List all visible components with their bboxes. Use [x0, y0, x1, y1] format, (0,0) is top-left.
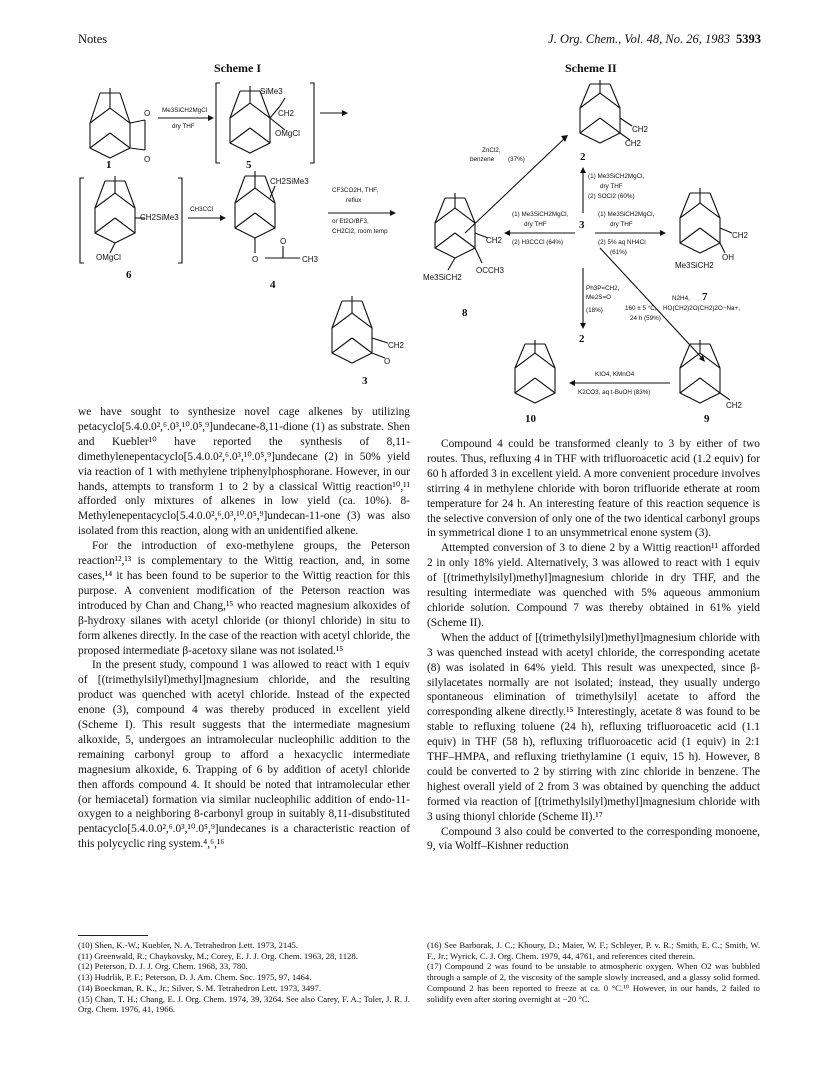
structure-10: [515, 340, 555, 403]
paragraph: In the present study, compound 1 was allowed to react with 1 equiv of [(trimethylsilyl)methyl]magnesium chloride, and the resulting product was quenched with acetyl chloride. Instead of the expected enone (3), compound 4 was thereby produced in excellent yield (Scheme I). This result suggests that the intermediate magnesium alkoxide, 5, undergoes an intramolecular nucleophilic addition to the remaining carbonyl group to afford a hexacyclic intermediate magnesium alkoxide, 6. Trapping of 6 by addition of acetyl chloride then affords compound 4. It should be noted that intramolecular ether (or hemiacetal) formation via similar nucleophilic addition of endo-11-oxygen to a neighboring 8-carbonyl group in suitably 8,11-disubstituted pentacyclo[5.4.0.0²,⁶.0³,¹⁰.0⁵,⁹]undecanes is a characteristic reaction of this polycyclic ring system.⁴,⁶,¹⁶: [78, 659, 410, 851]
omgcl-label: OMgCl: [275, 129, 300, 138]
reagent-label: HO(CH2)2O(CH2)2O−Na+,: [663, 305, 740, 312]
paragraph: For the introduction of exo-methylene groups, the Peterson reaction¹²,¹³ is complementary to the Wittig reaction, and, in some cases,¹⁴ it has been found to be superior to the Wittig reaction for this purpose. A convenient modification of the Peterson reaction was introduced by Chan and Chang,¹⁵ who reacted magnesium alkoxides of β-hydroxy silanes with acetyl chloride (or thionyl chloride) in situ to form alkenes directly. In the case of the reaction with acetyl chloride, the proposed intermediate β-acetoxy silane was not isolated.¹⁵: [78, 540, 410, 657]
footnote-rule: [78, 935, 148, 936]
footnote: (13) Hudrlik, P. F.; Peterson, D. J. Am. Chem. Soc. 1975, 97, 1464.: [78, 972, 312, 983]
scheme-2-diagram: [420, 78, 780, 424]
arrowhead: [660, 230, 666, 236]
reagent-label: Me3SiCH2MgCl: [162, 107, 208, 114]
reagent-label: CH2Cl2, room temp: [332, 228, 388, 235]
ch2-label: CH2: [388, 341, 405, 350]
reagent-label: Me2S=O: [586, 294, 612, 301]
reagent-label: ZnCl2,: [482, 147, 501, 154]
compound-label-6: 6: [126, 269, 132, 281]
compound-label-2: 2: [580, 151, 586, 163]
running-header-journal: [548, 32, 761, 47]
reagent-label: KIO4, KMnO4: [595, 371, 635, 378]
reagent-label: K2CO3, aq t-BuOH (83%): [578, 389, 651, 396]
paragraph: Compound 4 could be transformed cleanly to 3 by either of two routes. Thus, refluxing 4 in THF with trifluoroacetic acid (1.2 equiv) for 60 h afforded 3 in excellent yield. A more convenient procedure involves stirring 4 in methylene chloride with boron trifluoride etherate at room temperature for 24 h. An interesting feature of this reaction sequence is the selective conversion of only one of the two identical carbonyl groups in symmetrical dione 1 to an unsymmetrical enone system (3).: [427, 438, 760, 540]
reagent-label: dry THF: [600, 183, 623, 190]
compound-label-3: 3: [362, 375, 368, 387]
reagent-label: (18%): [586, 307, 603, 314]
footnote: (16) See Barborak, J. C.; Khoury, D.; Maier, W. F.; Schleyer, P. v. R.; Smith, E. C.; Smith, W. F., Jr.; Wyrick, C. J. Org. Chem. 1979, 44, 4761, and references cited therein.: [427, 940, 760, 961]
oxygen-label: O: [252, 255, 259, 264]
footnote: (14) Boeckman, R. K., Jr.; Silver, S. M. Tetrahedron Lett. 1973, 3497.: [78, 982, 322, 993]
reagent-label: (37%): [508, 156, 525, 163]
reagent-label: (2) H3CCCl (64%): [512, 239, 564, 246]
paragraph: we have sought to synthesize novel cage alkenes by utilizing petacyclo[5.4.0.0²,⁶.0³,¹⁰.0⁵,⁹]undecane-8,11-dione (1) as substrate. Shen and Kuebler¹⁰ have reported the synthesis of 8,11-dimethylenepentacyclo[5.4.0.0²,⁶.0³,¹⁰.0⁵,⁹]undecane (2) in 50% yield via reaction of 1 with methylene triphenylphosphorane. However, in our hands, attempts to transform 1 to 2 by a classical Wittig reaction¹⁰,¹¹ afforded only mixtures of alkenes in low yield (ca. 10%). 8-Methylenepentacyclo[5.4.0.0²,⁶.0³,¹⁰.0⁵,⁹]undecan-11-one (3) was also isolated from this reaction, along with an unidentified alkene.: [78, 406, 410, 538]
reagent-label: CF3CO2H, THF,: [332, 187, 379, 194]
reagent-label: Ph3P=CH2,: [586, 285, 620, 292]
reagent-label: (1) Me3SiCH2MgCl,: [598, 211, 655, 218]
oxygen-label: O: [144, 109, 151, 118]
compound-label-9: 9: [704, 413, 710, 424]
oxygen-label: O: [144, 155, 151, 164]
ch2-label: CH2: [625, 139, 642, 148]
reagent-label: N2H4,: [672, 295, 690, 302]
reagent-label: reflux: [346, 197, 362, 204]
compound-label-2: 2: [579, 333, 585, 345]
compound-label-7: 7: [702, 291, 708, 303]
arrowhead: [390, 210, 396, 216]
journal-citation: J. Org. Chem., Vol. 48, No. 26, 1983: [548, 32, 730, 46]
arrowhead: [569, 380, 575, 386]
ch2-label: CH2: [278, 109, 295, 118]
structure-2: [580, 80, 632, 143]
reagent-label: (2) SOCl2 (60%): [588, 193, 635, 200]
arrowhead: [342, 110, 348, 116]
ch2-label: CH2: [632, 125, 649, 134]
arrowhead: [504, 230, 510, 236]
reagent-label: dry THF: [524, 221, 547, 228]
reagent-label: benzene: [470, 156, 495, 163]
footnote: (12) Peterson, D. J. J. Org. Chem. 1968, 33, 780.: [78, 961, 248, 972]
running-header-section: Notes: [78, 32, 108, 46]
paragraph: When the adduct of [(trimethylsilyl)methyl]magnesium chloride with 3 was quenched instead with acetyl chloride, the corresponding acetate (8) was isolated in 64% yield. This result was unexpected, since β-silylacetates normally are not isolated; instead, they usually undergo spontaneous elimination of trimethylsilyl acetate to afford the corresponding alkene directly.¹⁵ Interestingly, acetate 8 was found to be stable to refluxing toluene (24 h), refluxing trifluoroacetic acid (1.1 equiv) in THF (58 h), refluxing trifluoroacetic acid (1 equiv) in 2:1 THF–HMPA, and refluxing triethylamine (1 equiv, 15 h). However, 8 could be converted to 2 by stirring with zinc chloride in benzene. The highest overall yield of 2 from 3 was obtained by quenching the adduct formed via reaction of [(trimethylsilyl)methyl]magnesium chloride with 3 using thionyl chloride (Scheme II).¹⁷: [427, 631, 760, 823]
compound-label-3: 3: [579, 219, 585, 231]
me3sich2-label: Me3SiCH2: [675, 261, 714, 270]
arrowhead: [220, 215, 226, 221]
compound-label-10: 10: [525, 413, 536, 424]
footnotes-right: [427, 940, 760, 1004]
oh-label: OH: [722, 253, 734, 262]
reagent-label: 160 ± 5 °C,: [625, 305, 657, 312]
structure-9: [680, 340, 730, 403]
compound-label-8: 8: [462, 307, 468, 319]
footnotes-left: [78, 940, 410, 1015]
structure-7: [680, 188, 732, 253]
footnote: (17) Compound 2 was found to be unstable to atmospheric oxygen. When O2 was bubbled through a sample of 2, the viscosity of the sample slowly increased, and a glassy solid formed. Compound 2 has been reported to freeze at ca. 0 °C.¹⁰ However, in our hands, 2 failed to solidify even after storing overnight at −20 °C.: [427, 961, 760, 1004]
reagent-label: or Et2O/BF3,: [332, 218, 369, 225]
compound-label-1: 1: [106, 159, 112, 171]
reagent-label: (2) 5% aq NH4Cl: [598, 239, 646, 246]
footnote: (11) Greenwald, R.; Chaykovsky, M.; Corey, E. J. J. Org. Chem. 1963, 28, 1128.: [78, 950, 358, 961]
ch2-label: CH2: [732, 231, 749, 240]
omgcl-label: OMgCl: [96, 253, 121, 262]
sime3-label: SiMe3: [260, 87, 283, 96]
page-number: 5393: [736, 32, 761, 46]
scheme-2-title: Scheme II: [565, 61, 617, 75]
ch2sime3-label: CH2SiMe3: [140, 213, 179, 222]
reagent-label: (61%): [610, 249, 627, 256]
paragraph: Compound 3 also could be converted to the corresponding monoene, 9, via Wolff–Kishner reduction: [427, 825, 760, 853]
left-column: [78, 405, 410, 852]
reagent-label: dry THF: [172, 123, 195, 130]
oxygen-label: O: [280, 237, 287, 246]
structure-3: [332, 296, 388, 363]
ch2-label: CH2: [486, 236, 503, 245]
ch2-label: CH2: [726, 401, 743, 410]
structure-8: [435, 193, 488, 270]
paragraph: Attempted conversion of 3 to diene 2 by a Wittig reaction¹¹ afforded 2 in only 18% yield. Alternatively, 3 was allowed to react with 1 equiv of [(trimethylsilyl)methyl]magnesium chloride in dry THF, and the resulting intermediate was quenched with 5% aqueous ammonium chloride solution. Compound 7 was thereby obtained in 61% yield (Scheme II).: [427, 542, 760, 629]
reagent-label: dry THF: [610, 221, 633, 228]
compound-label-4: 4: [270, 279, 276, 291]
reagent-label: (1) Me3SiCH2MgCl,: [588, 173, 645, 180]
footnote: (10) Shen, K.-W.; Kuebler, N. A. Tetrahedron Lett. 1973, 2145.: [78, 940, 299, 950]
oxygen-label: O: [384, 357, 391, 366]
reagent-label: (1) Me3SiCH2MgCl,: [512, 211, 569, 218]
occh3-label: OCCH3: [476, 266, 505, 275]
ch2sime3-label: CH2SiMe3: [270, 177, 309, 186]
reaction-arrow: [465, 138, 565, 233]
right-column: [427, 437, 760, 854]
arrowhead: [580, 323, 586, 329]
reagent-label: 24 h (59%): [630, 315, 661, 322]
structure-1: [90, 88, 145, 158]
footnote: (15) Chan, T. H.; Chang, E. J. Org. Chem. 1974, 39, 3264. See also Carey, F. A.; Toler, J. R. J. Org. Chem. 1976, 41, 1966.: [78, 993, 410, 1015]
me3sich2-label: Me3SiCH2: [423, 273, 462, 282]
reagent-label: CH3CCl: [190, 206, 214, 213]
arrowhead: [208, 115, 214, 121]
scheme-1-title: Scheme I: [214, 61, 261, 75]
arrowhead: [580, 167, 586, 173]
scheme-1-diagram: [70, 78, 420, 398]
ch3-label: CH3: [302, 255, 319, 264]
compound-label-5: 5: [246, 159, 252, 171]
